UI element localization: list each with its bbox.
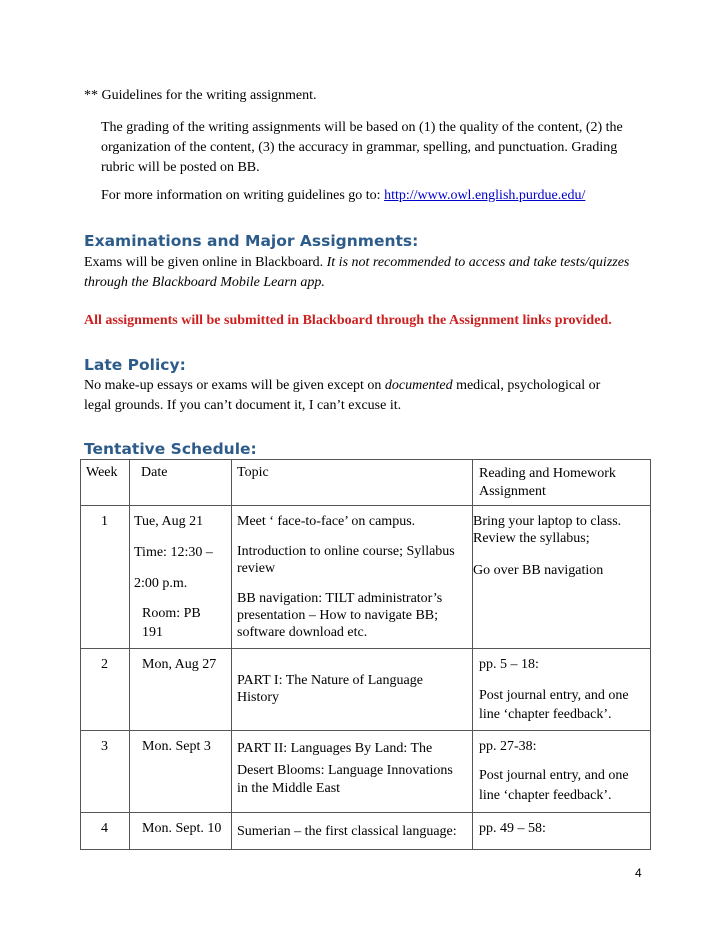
late-line-1-italic: documented <box>384 378 453 393</box>
late-line-1-plain: No make-up essays or exams will be given except on <box>84 378 385 393</box>
row-2-reading-line-1: pp. 5 – 18: <box>479 657 539 672</box>
guidelines-para-line-2: organization of the content, (3) the accuracy in grammar, spelling, and punctuation. Grading <box>101 140 618 155</box>
late-policy-line-2: legal grounds. If you can’t document it, I can’t excuse it. <box>84 398 402 413</box>
table-border <box>650 459 651 850</box>
table-border <box>80 459 81 850</box>
row-4-week: 4 <box>101 821 108 836</box>
row-3-date: Mon. Sept 3 <box>142 739 211 754</box>
row-4-reading: pp. 49 – 58: <box>479 821 546 836</box>
row-1-date-line-4: Room: PB <box>142 606 201 621</box>
late-policy-heading: Late Policy: <box>84 356 186 374</box>
row-2-topic-line-1: PART I: The Nature of Language <box>237 673 423 688</box>
late-line-1-rest: medical, psychological or <box>452 378 601 393</box>
row-1-topic-line-4: BB navigation: TILT administrator’s <box>237 591 443 606</box>
row-3-reading-line-1: pp. 27-38: <box>479 739 537 754</box>
guidelines-title: ** Guidelines for the writing assignment. <box>84 88 317 103</box>
row-3-reading-line-2: Post journal entry, and one <box>479 768 629 783</box>
row-1-reading-line-3: Go over BB navigation <box>473 563 604 578</box>
purdue-owl-link[interactable]: http://www.owl.english.purdue.edu/ <box>384 188 586 203</box>
row-1-topic-line-3: review <box>237 561 276 576</box>
header-date: Date <box>141 465 168 480</box>
table-border <box>80 648 651 649</box>
header-topic: Topic <box>237 465 269 480</box>
table-border <box>80 812 651 813</box>
table-border <box>129 459 130 850</box>
header-reading-line-2: Assignment <box>479 484 546 499</box>
row-2-reading-line-3: line ‘chapter feedback’. <box>479 707 612 722</box>
row-4-date: Mon. Sept. 10 <box>142 821 222 836</box>
row-1-date-line-3: 2:00 p.m. <box>134 576 188 591</box>
table-border <box>80 849 651 850</box>
schedule-heading: Tentative Schedule: <box>84 440 257 458</box>
row-1-topic-line-1: Meet ‘ face-to-face’ on campus. <box>237 514 416 529</box>
row-1-date-line-5: 191 <box>142 625 163 640</box>
exams-heading: Examinations and Major Assignments: <box>84 232 419 250</box>
exams-line-1-italic: It is not recommended to access and take tests/quizzes <box>326 255 630 270</box>
exams-red-notice: All assignments will be submitted in Blackboard through the Assignment links provided. <box>84 313 612 328</box>
exams-line-2: through the Blackboard Mobile Learn app. <box>84 275 325 290</box>
row-2-date: Mon, Aug 27 <box>142 657 217 672</box>
table-border <box>231 459 232 850</box>
table-border <box>80 730 651 731</box>
row-1-reading-line-1: Bring your laptop to class. <box>473 514 622 529</box>
page-number: 4 <box>635 866 642 880</box>
header-reading-line-1: Reading and Homework <box>479 466 616 481</box>
row-3-topic-line-1: PART II: Languages By Land: The <box>237 741 433 756</box>
row-3-topic-line-3: in the Middle East <box>237 781 341 796</box>
row-1-topic-line-5: presentation – How to navigate BB; <box>237 608 439 623</box>
guidelines-info-text: For more information on writing guidelines go to: <box>101 188 385 203</box>
row-3-topic-line-2: Desert Blooms: Language Innovations <box>237 763 453 778</box>
row-3-reading-line-3: line ‘chapter feedback’. <box>479 788 612 803</box>
row-2-topic-line-2: History <box>237 690 279 705</box>
row-1-week: 1 <box>101 514 108 529</box>
table-border <box>80 505 651 506</box>
header-week: Week <box>86 465 118 480</box>
guidelines-para-line-1: The grading of the writing assignments will be based on (1) the quality of the content, (2) the <box>101 120 623 135</box>
row-1-topic-line-6: software download etc. <box>237 625 368 640</box>
row-4-topic: Sumerian – the first classical language: <box>237 824 457 839</box>
row-1-date-line-2: Time: 12:30 – <box>134 545 213 560</box>
row-1-reading-line-2: Review the syllabus; <box>473 531 590 546</box>
row-2-week: 2 <box>101 657 108 672</box>
row-1-date-line-1: Tue, Aug 21 <box>134 514 204 529</box>
row-2-reading-line-2: Post journal entry, and one <box>479 688 629 703</box>
table-border <box>80 459 651 460</box>
row-1-topic-line-2: Introduction to online course; Syllabus <box>237 544 455 559</box>
guidelines-para-line-3: rubric will be posted on BB. <box>101 160 260 175</box>
row-3-week: 3 <box>101 739 108 754</box>
exams-line-1-plain: Exams will be given online in Blackboard. <box>84 255 327 270</box>
